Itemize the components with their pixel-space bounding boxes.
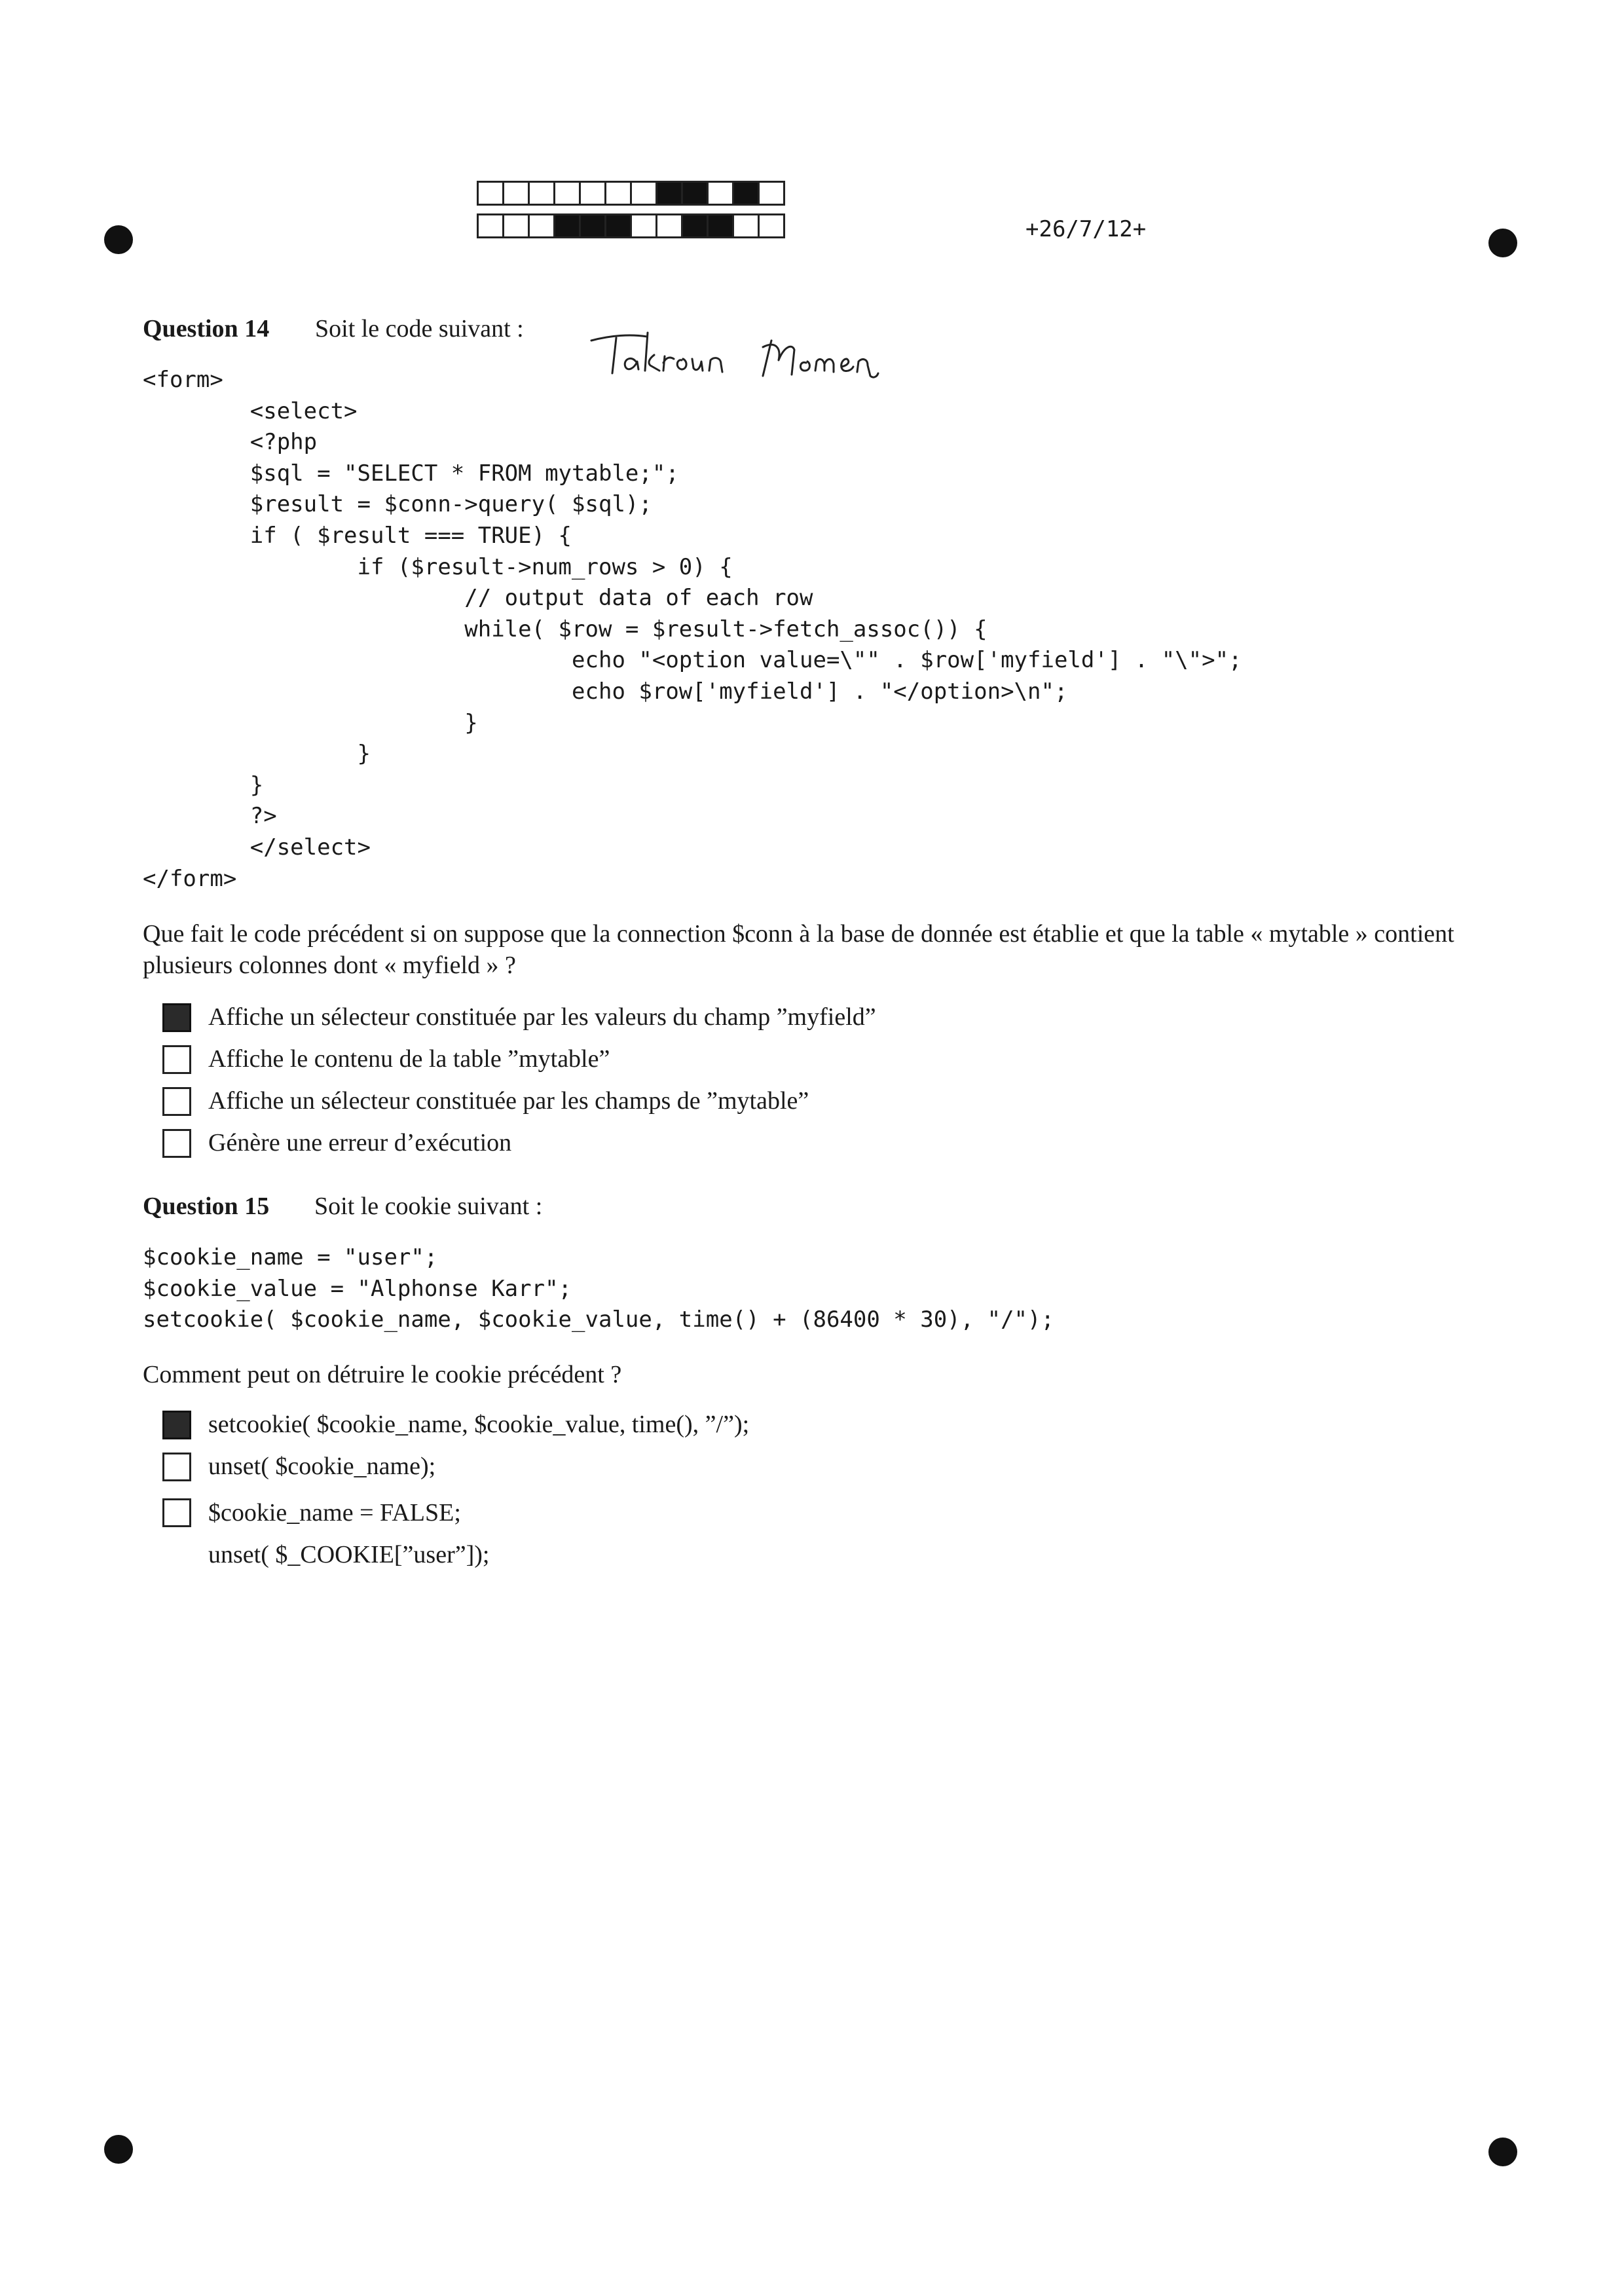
page-id: +26/7/12+: [1025, 216, 1147, 242]
code-cell: [502, 181, 530, 206]
code-cell: [732, 213, 760, 238]
q14-choice-3-label: Affiche un sélecteur constituée par les champs de ”mytable”: [208, 1087, 809, 1115]
q14-choice-4[interactable]: [162, 1126, 511, 1159]
q15-checkbox-3[interactable]: [162, 1498, 191, 1527]
q14-choice-1-label: Affiche un sélecteur constituée par les valeurs du champ ”myfield”: [208, 1003, 876, 1031]
q15-checkbox-1[interactable]: [162, 1411, 191, 1439]
code-cell: [681, 213, 709, 238]
code-cell: [655, 181, 683, 206]
q14-choice-2-label: Affiche le contenu de la table ”mytable”: [208, 1045, 610, 1073]
code-cell: [528, 213, 555, 238]
question-15-code: $cookie_name = "user"; $cookie_value = "Alphonse Karr"; setcookie( $cookie_name, $cookie_value, time() + (86400 * 30), "/");: [143, 1244, 1054, 1333]
code-cell: [758, 181, 785, 206]
question-14-prompt: Soit le code suivant :: [315, 315, 524, 343]
code-cell: [681, 181, 709, 206]
q15-choice-1-label: setcookie( $cookie_name, $cookie_value, time(), ”/”);: [208, 1411, 750, 1438]
registration-mark-bottom-left: [104, 2135, 133, 2164]
question-14-code: <form> <select> <?php $sql = "SELECT * FROM mytable;"; $result = $conn->query( $sql); if ( $result === TRUE) { if ($result->num_rows > 0) { // output data of each row while( $row = $result->fetch_assoc()) { echo "<option value=\"" . $row['myfield'] . "\">"; echo $row['myfield'] . "</option>\n"; } } } ?> </select> </form>: [143, 367, 1242, 892]
q15-choice-3[interactable]: [162, 1492, 489, 1576]
q15-choice-2[interactable]: [162, 1450, 435, 1483]
q14-choice-1[interactable]: [162, 1001, 876, 1033]
registration-mark-bottom-right: [1488, 2138, 1517, 2166]
q15-checkbox-2[interactable]: [162, 1453, 191, 1481]
id-code-row-2: [477, 213, 783, 238]
code-cell: [579, 181, 606, 206]
q15-choice-3-label: $cookie_name = FALSE; unset( $_COOKIE[”user”]);: [208, 1499, 490, 1568]
q14-checkbox-4[interactable]: [162, 1129, 191, 1158]
code-cell: [502, 213, 530, 238]
code-cell: [553, 181, 581, 206]
question-14-label: Question 14: [143, 315, 270, 343]
question-15-label: Question 15: [143, 1193, 270, 1220]
code-cell: [630, 181, 657, 206]
q14-checkbox-3[interactable]: [162, 1087, 191, 1116]
code-cell: [477, 181, 504, 206]
question-14-text: Que fait le code précédent si on suppose que la connection $conn à la base de donnée est établie et que la table « mytable » contient plusieurs colonnes dont « myfield » ?: [143, 920, 1454, 979]
code-cell: [758, 213, 785, 238]
q15-choice-1[interactable]: [162, 1408, 749, 1441]
q14-checkbox-1[interactable]: [162, 1003, 191, 1032]
code-cell: [553, 213, 581, 238]
id-code-row-1: [477, 181, 783, 206]
code-cell: [707, 181, 734, 206]
registration-mark-top-right: [1488, 229, 1517, 257]
code-cell: [630, 213, 657, 238]
q15-choice-2-label: unset( $cookie_name);: [208, 1453, 436, 1480]
q14-choice-2[interactable]: [162, 1043, 610, 1075]
code-cell: [528, 181, 555, 206]
code-cell: [707, 213, 734, 238]
q14-checkbox-2[interactable]: [162, 1045, 191, 1074]
registration-mark-top-left: [104, 225, 133, 254]
q14-choice-3[interactable]: [162, 1084, 809, 1117]
code-cell: [477, 213, 504, 238]
question-15-text: Comment peut on détruire le cookie précédent ?: [143, 1361, 622, 1388]
code-cell: [732, 181, 760, 206]
code-cell: [655, 213, 683, 238]
q14-choice-4-label: Génère une erreur d’exécution: [208, 1129, 512, 1157]
code-cell: [579, 213, 606, 238]
code-cell: [604, 213, 632, 238]
question-15-prompt: Soit le cookie suivant :: [314, 1193, 543, 1220]
code-cell: [604, 181, 632, 206]
